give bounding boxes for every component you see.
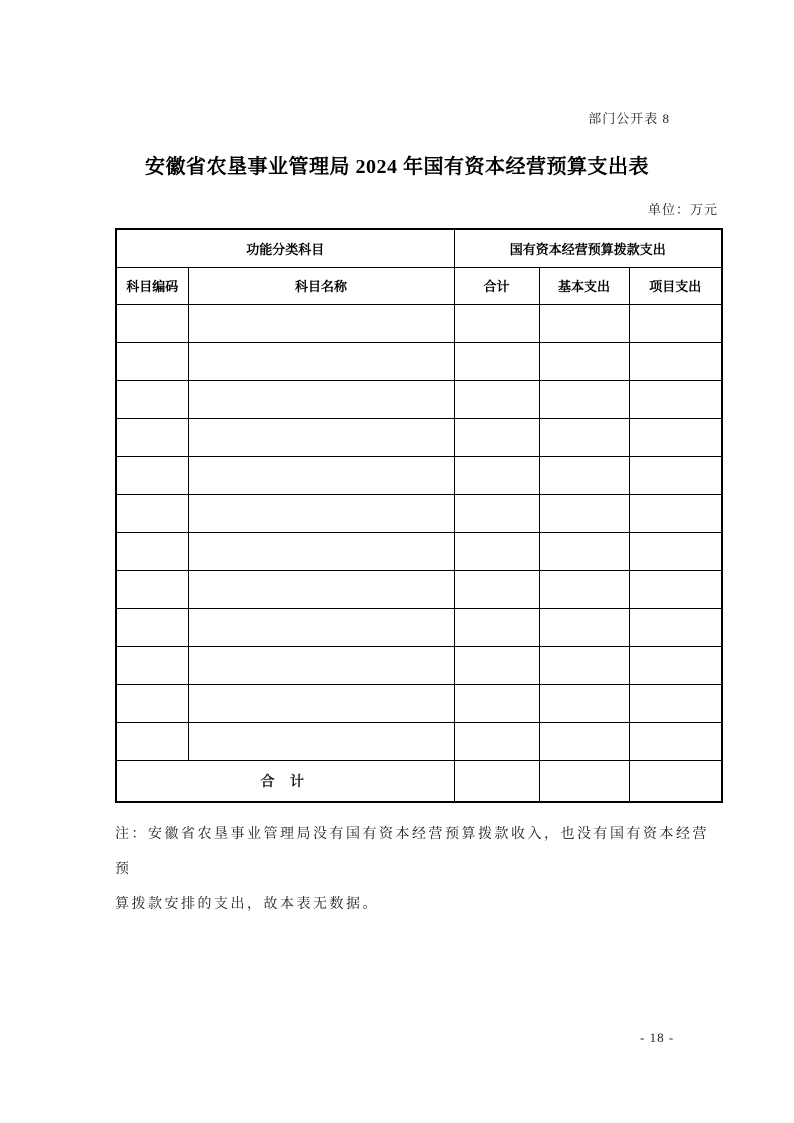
empty-cell [629, 418, 722, 456]
empty-cell [629, 304, 722, 342]
empty-cell [116, 456, 188, 494]
empty-cell [116, 570, 188, 608]
header-functional-classification: 功能分类科目 [116, 229, 454, 267]
empty-cell [188, 646, 454, 684]
doc-public-table-label: 部门公开表 8 [588, 111, 670, 126]
empty-cell [539, 684, 629, 722]
empty-cell [629, 646, 722, 684]
empty-cell [188, 570, 454, 608]
empty-cell [629, 608, 722, 646]
empty-cell [188, 304, 454, 342]
empty-cell [116, 532, 188, 570]
empty-cell [454, 722, 539, 760]
empty-cell [116, 684, 188, 722]
total-row [116, 760, 722, 802]
empty-cell [454, 342, 539, 380]
empty-cell [116, 304, 188, 342]
empty-cell [116, 418, 188, 456]
empty-cell [116, 608, 188, 646]
empty-cell [454, 608, 539, 646]
column-header-row [116, 267, 722, 304]
empty-cell [539, 722, 629, 760]
empty-cell [188, 456, 454, 494]
empty-cell [539, 456, 629, 494]
empty-cell [629, 532, 722, 570]
table-row [116, 456, 722, 494]
empty-cell [454, 532, 539, 570]
column-header-project-expenditure: 项目支出 [629, 267, 722, 304]
table-row [116, 570, 722, 608]
empty-cell [454, 456, 539, 494]
empty-cell [454, 304, 539, 342]
empty-cell [188, 684, 454, 722]
note-line-1: 注：安徽省农垦事业管理局没有国有资本经营预算拨款收入，也没有国有资本经营预 [115, 827, 709, 877]
total-row-basic-cell [539, 760, 629, 802]
empty-cell [454, 418, 539, 456]
header-state-capital-budget-expenditure: 国有资本经营预算拨款支出 [454, 229, 722, 267]
empty-cell [629, 570, 722, 608]
empty-cell [629, 456, 722, 494]
empty-cell [188, 494, 454, 532]
header-group-row [116, 229, 722, 267]
empty-cell [539, 494, 629, 532]
empty-cell [188, 722, 454, 760]
empty-cell [629, 380, 722, 418]
empty-cell [188, 608, 454, 646]
empty-cell [454, 646, 539, 684]
empty-cell [629, 684, 722, 722]
column-header-subject-name: 科目名称 [188, 267, 454, 304]
table-row [116, 380, 722, 418]
total-row-total-cell [454, 760, 539, 802]
empty-cell [629, 722, 722, 760]
page-number: - 18 - [640, 1030, 675, 1045]
empty-cell [539, 570, 629, 608]
table-total-section [116, 760, 722, 802]
table-row [116, 684, 722, 722]
total-row-project-cell [629, 760, 722, 802]
empty-cell [539, 342, 629, 380]
table-row [116, 304, 722, 342]
column-header-subject-code: 科目编码 [116, 267, 188, 304]
empty-cell [539, 304, 629, 342]
empty-cell [116, 494, 188, 532]
empty-cell [629, 494, 722, 532]
table-note [115, 817, 723, 922]
empty-cell [188, 418, 454, 456]
note-line-2: 算拨款安排的支出，故本表无数据。 [115, 897, 379, 912]
table-row [116, 646, 722, 684]
empty-cell [116, 342, 188, 380]
table-row [116, 418, 722, 456]
table-body-empty-rows [116, 304, 722, 760]
empty-cell [539, 608, 629, 646]
page-title: 安徽省农垦事业管理局 2024 年国有资本经营预算支出表 [145, 156, 649, 178]
empty-cell [454, 380, 539, 418]
budget-expenditure-table [115, 228, 723, 803]
empty-cell [116, 646, 188, 684]
empty-cell [454, 570, 539, 608]
empty-cell [539, 380, 629, 418]
table-row [116, 494, 722, 532]
unit-label: 单位：万元 [647, 202, 718, 217]
empty-cell [188, 532, 454, 570]
empty-cell [539, 418, 629, 456]
table-row [116, 722, 722, 760]
empty-cell [454, 494, 539, 532]
table-header [116, 229, 722, 304]
total-row-label: 合 计 [116, 760, 454, 802]
empty-cell [454, 684, 539, 722]
empty-cell [629, 342, 722, 380]
empty-cell [188, 342, 454, 380]
table-row [116, 532, 722, 570]
empty-cell [188, 380, 454, 418]
empty-cell [539, 646, 629, 684]
empty-cell [116, 380, 188, 418]
column-header-basic-expenditure: 基本支出 [539, 267, 629, 304]
table-row [116, 342, 722, 380]
column-header-total: 合计 [454, 267, 539, 304]
table-row [116, 608, 722, 646]
empty-cell [539, 532, 629, 570]
empty-cell [116, 722, 188, 760]
